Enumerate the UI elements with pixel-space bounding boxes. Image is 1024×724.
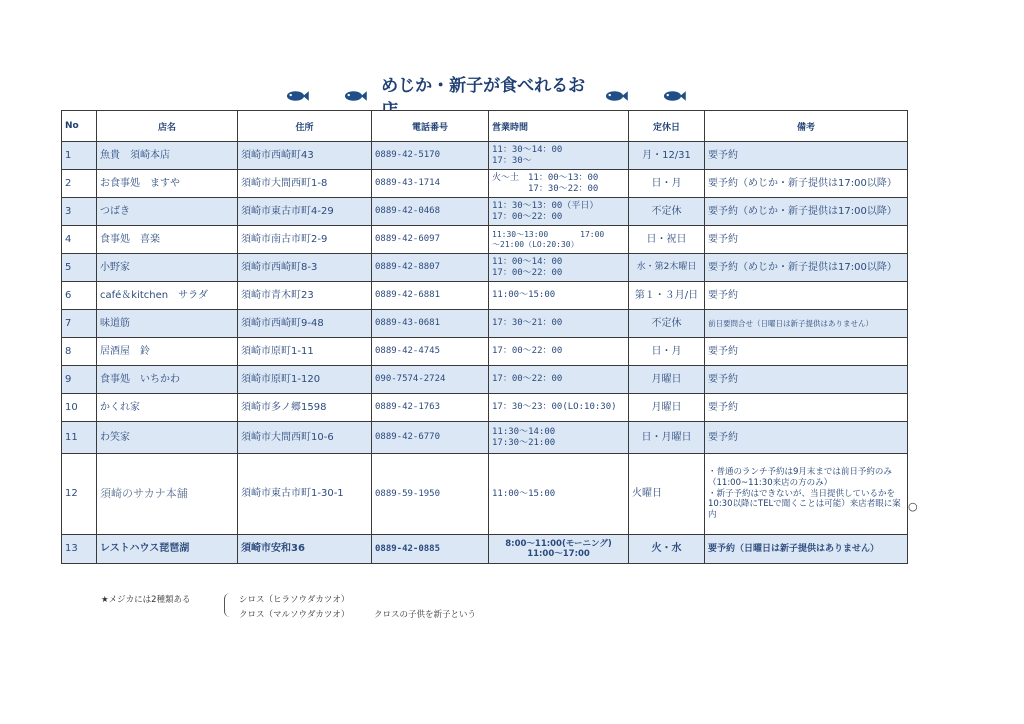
- footnote-line: クロスの子供を新子という: [374, 610, 477, 620]
- row-hours: [489, 454, 629, 535]
- row-no: 7: [62, 310, 97, 338]
- row-closed: 月・12/31: [629, 142, 705, 170]
- row-address: 須崎市東古市町4-29: [238, 198, 372, 226]
- row-note: 要予約: [705, 338, 908, 366]
- row-address: 須崎市西崎町8-3: [238, 254, 372, 282]
- brace-icon: [224, 593, 231, 617]
- row-closed: 水・第2木曜日: [629, 254, 705, 282]
- row-address: 須崎市原町1-120: [238, 366, 372, 394]
- footnote-heading: ★メジカには2種類ある: [101, 595, 191, 605]
- row-name: つばき: [97, 198, 238, 226]
- header-no: No: [62, 111, 97, 142]
- table-row: [62, 170, 908, 198]
- hours-line: ～21:00（LO:20:30）: [492, 239, 579, 249]
- table-row: [62, 422, 908, 454]
- row-address: 須崎市大間西町1-8: [238, 170, 372, 198]
- header-closed: 定休日: [629, 111, 705, 142]
- row-tel: 0889-42-0885: [372, 535, 489, 564]
- row-no: 9: [62, 366, 97, 394]
- hours-line: 17：30～23：00(LO:10:30): [492, 402, 617, 413]
- header-tel: 電話番号: [372, 111, 489, 142]
- row-closed: 火・水: [629, 535, 705, 564]
- table-row: [62, 198, 908, 226]
- header-address: 住所: [238, 111, 372, 142]
- row-note: 要予約（めじか・新子提供は17:00以降）: [705, 198, 908, 226]
- row-tel: 0889-42-5170: [372, 142, 489, 170]
- footnote-line: クロス（マルソウダカツオ）: [239, 610, 350, 620]
- row-tel: 0889-42-6770: [372, 422, 489, 454]
- row-name: 小野家: [97, 254, 238, 282]
- table-row: [62, 454, 908, 535]
- row-no: 1: [62, 142, 97, 170]
- hours-line: 17：00～22：00: [492, 374, 563, 385]
- row-no: 6: [62, 282, 97, 310]
- header-note: 備考: [705, 111, 908, 142]
- row-name: レストハウス琵琶湖: [97, 535, 238, 564]
- row-closed: 月曜日: [629, 394, 705, 422]
- row-no: 2: [62, 170, 97, 198]
- fish-icon: [344, 89, 367, 103]
- table-row: [62, 310, 908, 338]
- row-tel: 0889-42-6097: [372, 226, 489, 254]
- row-hours: [489, 422, 629, 454]
- row-note: 要予約: [705, 282, 908, 310]
- hours-line: 17：30～: [492, 155, 532, 166]
- hours-line: 11:00～15:00: [492, 290, 556, 301]
- row-address: 須崎市安和36: [238, 535, 372, 564]
- row-closed: 第１・３月/日: [629, 282, 705, 310]
- row-hours: [489, 338, 629, 366]
- row-no: 5: [62, 254, 97, 282]
- row-tel: 0889-42-6881: [372, 282, 489, 310]
- row-note: 要予約: [705, 422, 908, 454]
- table-row: [62, 366, 908, 394]
- row-hours: [489, 142, 629, 170]
- row-address: 須崎市南古市町2-9: [238, 226, 372, 254]
- table-row: [62, 226, 908, 254]
- row-note: 要予約（日曜日は新子提供はありません）: [705, 535, 908, 564]
- row-hours: [489, 310, 629, 338]
- page-title: めじか・新子が食べれるお: [381, 76, 586, 96]
- row-address: 須崎市多ノ郷1598: [238, 394, 372, 422]
- row-tel: 090-7574-2724: [372, 366, 489, 394]
- row-name: 居酒屋 鈴: [97, 338, 238, 366]
- hours-line: 17：00～22：00: [492, 211, 563, 222]
- header-name: 店名: [97, 111, 238, 142]
- row-tel: 0889-43-1714: [372, 170, 489, 198]
- row-closed: 火曜日: [629, 454, 705, 535]
- row-hours: [489, 282, 629, 310]
- row-note: ・普通のランチ予約は9月末までは前日予約のみ（11:00~11:30来店の方のみ） ・新子予約はできないが、当日提供しているかを10:30以降にTELで聞くことは可能）来店者眼に案内: [705, 454, 908, 535]
- side-mark: ○: [908, 500, 918, 513]
- row-hours: [489, 366, 629, 394]
- row-name: お食事処 ますや: [97, 170, 238, 198]
- hours-line: 11:30～14:00: [492, 426, 556, 437]
- table-row: [62, 282, 908, 310]
- row-name: わ笑家: [97, 422, 238, 454]
- table-header-row: [62, 111, 908, 142]
- row-note: 要予約: [705, 226, 908, 254]
- row-no: 4: [62, 226, 97, 254]
- row-closed: 日・月曜日: [629, 422, 705, 454]
- fish-icon: [286, 89, 309, 103]
- row-address: 須崎市原町1-11: [238, 338, 372, 366]
- row-hours: [489, 170, 629, 198]
- fish-icon: [605, 89, 628, 103]
- row-address: 須崎市西崎町9-48: [238, 310, 372, 338]
- row-closed: 月曜日: [629, 366, 705, 394]
- hours-line: 11:00～17:00: [527, 549, 590, 559]
- row-tel: 0889-42-0468: [372, 198, 489, 226]
- hours-line: 11：30～14：00: [492, 144, 563, 155]
- header-hours: 営業時間: [489, 111, 629, 142]
- hours-line: 火～土 11：00～13：00: [492, 172, 599, 183]
- row-name: 魚貴 須崎本店: [97, 142, 238, 170]
- row-name: 味道筋: [97, 310, 238, 338]
- row-closed: 日・月: [629, 338, 705, 366]
- hours-line: 11：00～14：00: [492, 256, 563, 267]
- row-hours: [489, 394, 629, 422]
- fish-icon: [663, 89, 686, 103]
- row-address: 須崎市大間西町10-6: [238, 422, 372, 454]
- row-hours: [489, 226, 629, 254]
- row-no: 12: [62, 454, 97, 535]
- row-no: 11: [62, 422, 97, 454]
- row-closed: 不定休: [629, 310, 705, 338]
- shop-table: [61, 110, 908, 564]
- row-no: 13: [62, 535, 97, 564]
- row-name: 食事処 喜楽: [97, 226, 238, 254]
- row-tel: 0889-42-4745: [372, 338, 489, 366]
- hours-line: 17：00～22：00: [492, 346, 563, 357]
- table-row: [62, 142, 908, 170]
- table-row: [62, 338, 908, 366]
- row-note: 要予約: [705, 142, 908, 170]
- table-row: [62, 394, 908, 422]
- row-address: 須崎市青木町23: [238, 282, 372, 310]
- row-note: 要予約: [705, 394, 908, 422]
- footnote-line: シロス（ヒラソウダカツオ）: [239, 595, 350, 605]
- row-name: 須崎のサカナ本舗: [97, 454, 238, 535]
- row-note: 要予約（めじか・新子提供は17:00以降）: [705, 254, 908, 282]
- row-tel: 0889-42-1763: [372, 394, 489, 422]
- row-tel: 0889-42-8807: [372, 254, 489, 282]
- row-tel: 0889-43-0681: [372, 310, 489, 338]
- row-name: café＆kitchen サラダ: [97, 282, 238, 310]
- row-name: 食事処 いちかわ: [97, 366, 238, 394]
- hours-line: 8:00～11:00(モーニング): [505, 538, 612, 549]
- hours-line: 17：30～22：00: [492, 183, 599, 194]
- row-closed: 日・月: [629, 170, 705, 198]
- hours-line: 17：00～22：00: [492, 267, 563, 278]
- row-note: 前日要問合せ（日曜日は新子提供はありません）: [705, 310, 908, 338]
- table-row: [62, 254, 908, 282]
- row-hours: [489, 254, 629, 282]
- row-closed: 不定休: [629, 198, 705, 226]
- row-no: 3: [62, 198, 97, 226]
- row-tel: 0889-59-1950: [372, 454, 489, 535]
- page-title-bar: [286, 76, 686, 110]
- hours-line: 17:30～21:00: [492, 437, 556, 448]
- row-name: かくれ家: [97, 394, 238, 422]
- hours-line: 17：30～21：00: [492, 318, 563, 329]
- table-row: [62, 535, 908, 564]
- row-note: 要予約: [705, 366, 908, 394]
- row-hours: [489, 198, 629, 226]
- row-note: 要予約（めじか・新子提供は17:00以降）: [705, 170, 908, 198]
- row-closed: 日・祝日: [629, 226, 705, 254]
- hours-line: 11：30～13：00（平日）: [492, 200, 599, 211]
- hours-line: 11:30～13:00 17:00: [492, 229, 605, 239]
- row-hours: [489, 535, 629, 564]
- row-address: 須崎市西崎町43: [238, 142, 372, 170]
- hours-line: 11:00～15:00: [492, 488, 556, 499]
- row-no: 8: [62, 338, 97, 366]
- row-no: 10: [62, 394, 97, 422]
- row-address: 須崎市東古市町1-30-1: [238, 454, 372, 535]
